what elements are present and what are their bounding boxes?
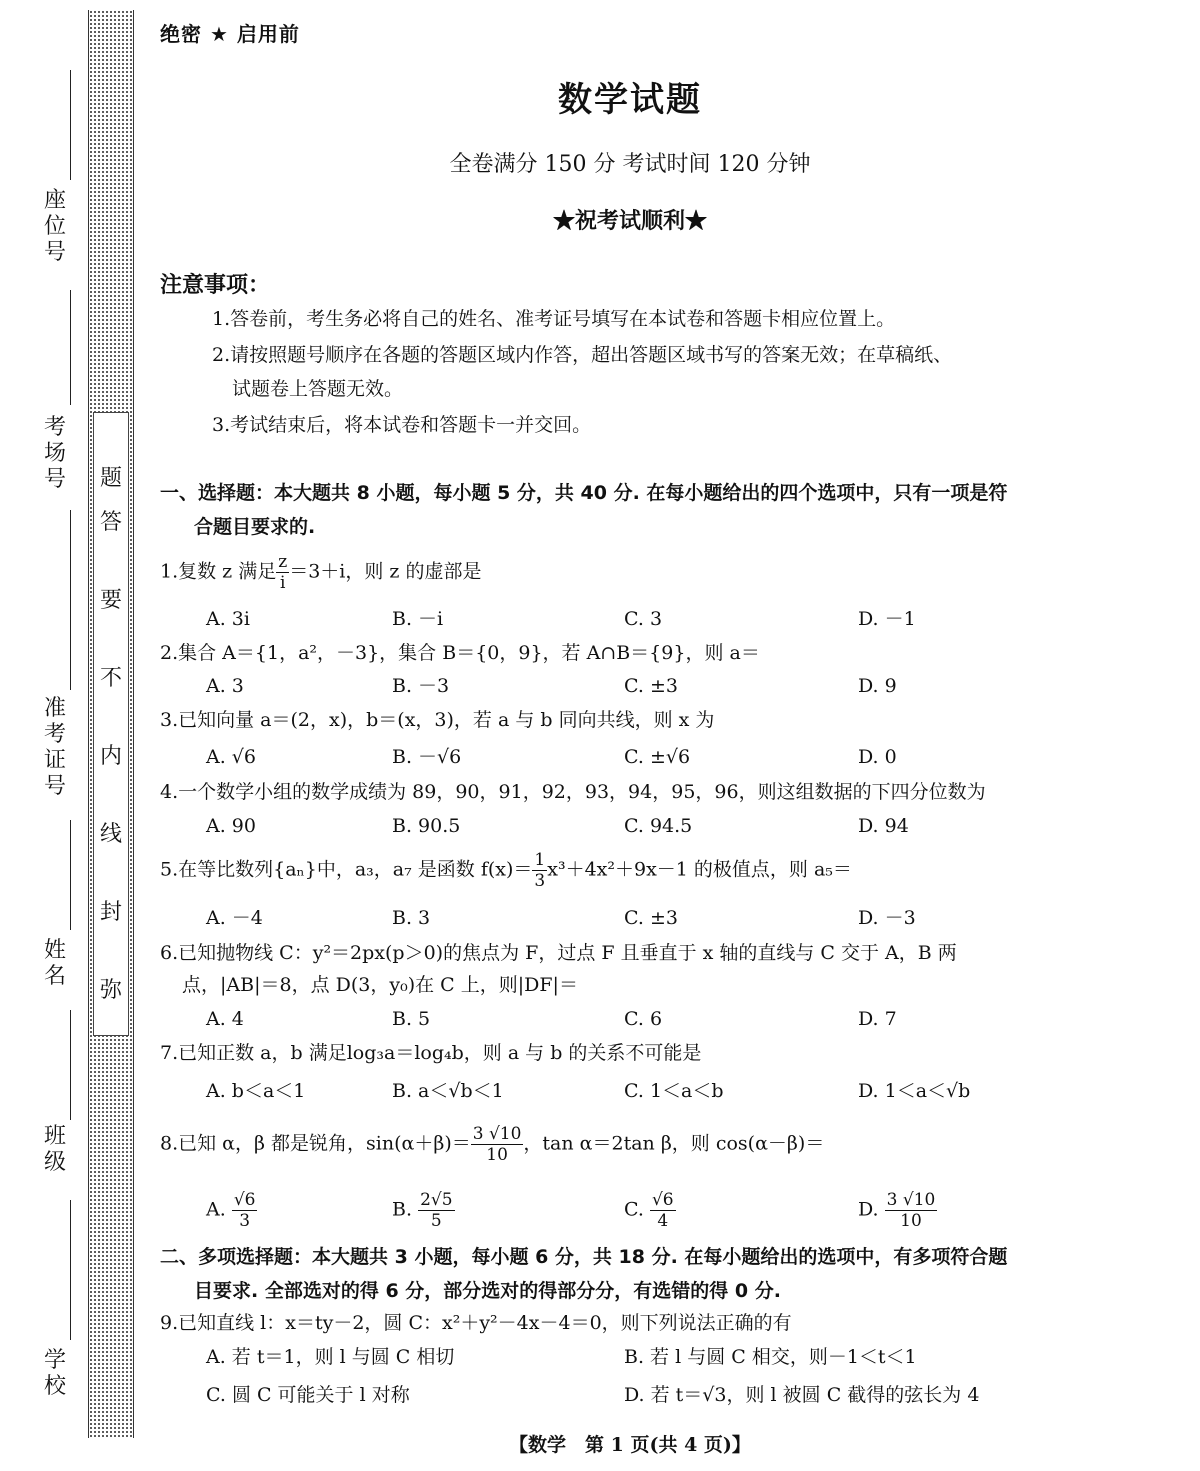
note-item: 2.请按照题号顺序在各题的答题区域内作答，超出答题区域书写的答案无效；在草稿纸、 xyxy=(212,344,953,366)
denominator: 5 xyxy=(430,1211,442,1231)
question-1 xyxy=(160,552,1120,593)
fraction xyxy=(418,1190,454,1231)
blessing: ★祝考试顺利★ xyxy=(552,208,707,234)
denominator: i xyxy=(279,573,286,593)
question-7: 7.已知正数 a，b 满足log₃a＝log₄b，则 a 与 b 的关系不可能是 xyxy=(160,1042,702,1064)
fraction xyxy=(276,552,289,593)
blank-line xyxy=(70,290,71,405)
question-3: 3.已知向量 a＝(2，x)，b＝(x，3)，若 a 与 b 同向共线，则 x 为 xyxy=(160,709,715,731)
option-b[interactable]: B. 3 xyxy=(392,907,431,929)
option-a[interactable]: A. √6 xyxy=(206,746,256,768)
question-text: 8.已知 α，β 都是锐角，sin(α＋β)＝ xyxy=(160,1132,471,1155)
section-line: 目要求. 全部选对的得 6 分，部分选对的得部分分，有选错的得 0 分. xyxy=(194,1280,781,1302)
fraction xyxy=(471,1124,524,1165)
numerator: √6 xyxy=(651,1190,674,1210)
seal-char: 答 xyxy=(99,510,122,535)
seat-number-label: 座位号 xyxy=(43,188,66,265)
fraction xyxy=(650,1190,676,1231)
blank-line xyxy=(70,1200,71,1340)
denominator: 10 xyxy=(900,1211,922,1231)
option-label: D. xyxy=(858,1198,879,1221)
section-line: 合题目要求的. xyxy=(194,516,316,538)
numerator: 2√5 xyxy=(420,1190,453,1210)
numerator: √6 xyxy=(233,1190,256,1210)
option-b[interactable]: B. －√6 xyxy=(392,746,462,768)
blank-line xyxy=(70,510,71,690)
option-b[interactable] xyxy=(392,1190,455,1231)
seal-char: 内 xyxy=(99,744,122,769)
seal-char: 题 xyxy=(99,466,122,491)
note-item: 试题卷上答题无效。 xyxy=(232,378,404,400)
option-d[interactable]: D. 1＜a＜√b xyxy=(858,1080,971,1102)
option-b[interactable]: B. －i xyxy=(392,608,444,630)
question-2: 2.集合 A＝{1，a²，－3}，集合 B＝{0，9}，若 A∩B＝{9}，则 a＝ xyxy=(160,642,760,664)
option-c[interactable]: C. ±3 xyxy=(624,675,678,697)
option-d[interactable]: D. 0 xyxy=(858,746,897,768)
option-a[interactable] xyxy=(206,1190,257,1231)
fraction xyxy=(532,850,547,891)
seal-char: 弥 xyxy=(99,978,122,1003)
fraction xyxy=(885,1190,938,1231)
question-8 xyxy=(160,1124,1120,1165)
denominator: 3 xyxy=(534,871,546,891)
section-line: 一、选择题：本大题共 8 小题，每小题 5 分，共 40 分. 在每小题给出的四个选项中，只有一项是符 xyxy=(160,482,1008,504)
fraction xyxy=(232,1190,258,1231)
option-b[interactable]: B. －3 xyxy=(392,675,450,697)
denominator: 4 xyxy=(657,1211,669,1231)
section-line: 二、多项选择题：本大题共 3 小题，每小题 6 分，共 18 分. 在每小题给出的选项中，有多项符合题 xyxy=(160,1246,1008,1268)
question-5 xyxy=(160,850,1120,891)
numerator: 3 √10 xyxy=(472,1124,522,1144)
seal-char: 要 xyxy=(99,588,122,613)
seal-char: 线 xyxy=(99,822,122,847)
option-b[interactable]: B. 5 xyxy=(392,1008,431,1030)
option-c[interactable] xyxy=(624,1190,676,1231)
option-b[interactable]: B. a＜√b＜1 xyxy=(392,1080,504,1102)
denominator: 10 xyxy=(486,1145,508,1165)
option-d[interactable]: D. 9 xyxy=(858,675,897,697)
note-item: 1.答卷前，考生务必将自己的姓名、准考证号填写在本试卷和答题卡相应位置上。 xyxy=(212,308,896,330)
admission-ticket-label: 准考证号 xyxy=(43,696,66,799)
question-4: 4.一个数学小组的数学成绩为 89，90，91，92，93，94，95，96，则这组数据的下四分位数为 xyxy=(160,781,986,803)
option-b[interactable]: B. 若 l 与圆 C 相交，则－1＜t＜1 xyxy=(624,1346,917,1368)
option-c[interactable]: C. 3 xyxy=(624,608,663,630)
school-label: 学校 xyxy=(43,1348,66,1399)
option-a[interactable]: A. b＜a＜1 xyxy=(206,1080,306,1102)
option-a[interactable]: A. 3 xyxy=(206,675,244,697)
option-d[interactable]: D. －1 xyxy=(858,608,916,630)
question-text: 5.在等比数列{aₙ}中，a₃，a₇ 是函数 f(x)＝ xyxy=(160,858,533,881)
option-c[interactable]: C. 1＜a＜b xyxy=(624,1080,724,1102)
seal-notice-box xyxy=(93,412,129,1036)
name-label: 姓名 xyxy=(43,938,66,989)
question-text: ，tan α＝2tan β，则 cos(α－β)＝ xyxy=(523,1132,825,1155)
question-6-continued: 点，|AB|＝8，点 D(3，y₀)在 C 上，则|DF|＝ xyxy=(182,974,578,996)
denominator: 3 xyxy=(239,1211,251,1231)
option-label: A. xyxy=(206,1198,226,1221)
page-footer: 【数学 第 1 页(共 4 页)】 xyxy=(509,1434,751,1456)
exam-info: 全卷满分 150 分 考试时间 120 分钟 xyxy=(449,152,811,177)
option-c[interactable]: C. ±3 xyxy=(624,907,678,929)
option-c[interactable]: C. 6 xyxy=(624,1008,663,1030)
question-text: x³＋4x²＋9x－1 的极值点，则 a₅＝ xyxy=(547,858,852,881)
option-c[interactable]: C. 94.5 xyxy=(624,815,693,837)
question-9: 9.已知直线 l：x＝ty－2，圆 C：x²＋y²－4x－4＝0，则下列说法正确的有 xyxy=(160,1312,792,1334)
option-a[interactable]: A. －4 xyxy=(206,907,263,929)
blank-line xyxy=(70,820,71,930)
option-a[interactable]: A. 3i xyxy=(206,608,250,630)
option-a[interactable]: A. 4 xyxy=(206,1008,244,1030)
option-d[interactable]: D. 94 xyxy=(858,815,909,837)
seal-char: 不 xyxy=(99,666,122,691)
option-a[interactable]: A. 若 t＝1，则 l 与圆 C 相切 xyxy=(206,1346,455,1368)
seal-char: 封 xyxy=(99,900,122,925)
option-d[interactable]: D. 7 xyxy=(858,1008,897,1030)
blank-line xyxy=(70,1010,71,1120)
numerator: 3 √10 xyxy=(886,1190,936,1210)
option-d[interactable]: D. 若 t＝√3，则 l 被圆 C 截得的弦长为 4 xyxy=(624,1384,980,1406)
option-d[interactable] xyxy=(858,1190,937,1231)
secret-mark: 绝密 ★ 启用前 xyxy=(160,22,300,46)
class-label: 班级 xyxy=(43,1124,66,1175)
option-d[interactable]: D. －3 xyxy=(858,907,916,929)
section-heading xyxy=(160,476,1120,544)
numerator: 1 xyxy=(534,850,546,870)
question-text: 1.复数 z 满足 xyxy=(160,560,277,583)
page-title: 数学试题 xyxy=(558,80,702,120)
option-a[interactable]: A. 90 xyxy=(206,815,256,837)
note-item: 3.考试结束后，将本试卷和答题卡一并交回。 xyxy=(212,414,592,436)
option-c[interactable]: C. 圆 C 可能关于 l 对称 xyxy=(206,1384,410,1406)
exam-room-label: 考场号 xyxy=(43,415,66,492)
numerator: z xyxy=(278,552,288,572)
option-label: C. xyxy=(624,1198,644,1221)
question-6: 6.已知抛物线 C：y²＝2px(p＞0)的焦点为 F，过点 F 且垂直于 x 轴的直线与 C 交于 A，B 两 xyxy=(160,942,957,964)
notes-heading: 注意事项： xyxy=(160,273,271,298)
option-c[interactable]: C. ±√6 xyxy=(624,746,691,768)
option-label: B. xyxy=(392,1198,413,1221)
option-b[interactable]: B. 90.5 xyxy=(392,815,461,837)
section-heading xyxy=(160,1240,1120,1308)
question-text: ＝3＋i，则 z 的虚部是 xyxy=(289,560,482,583)
